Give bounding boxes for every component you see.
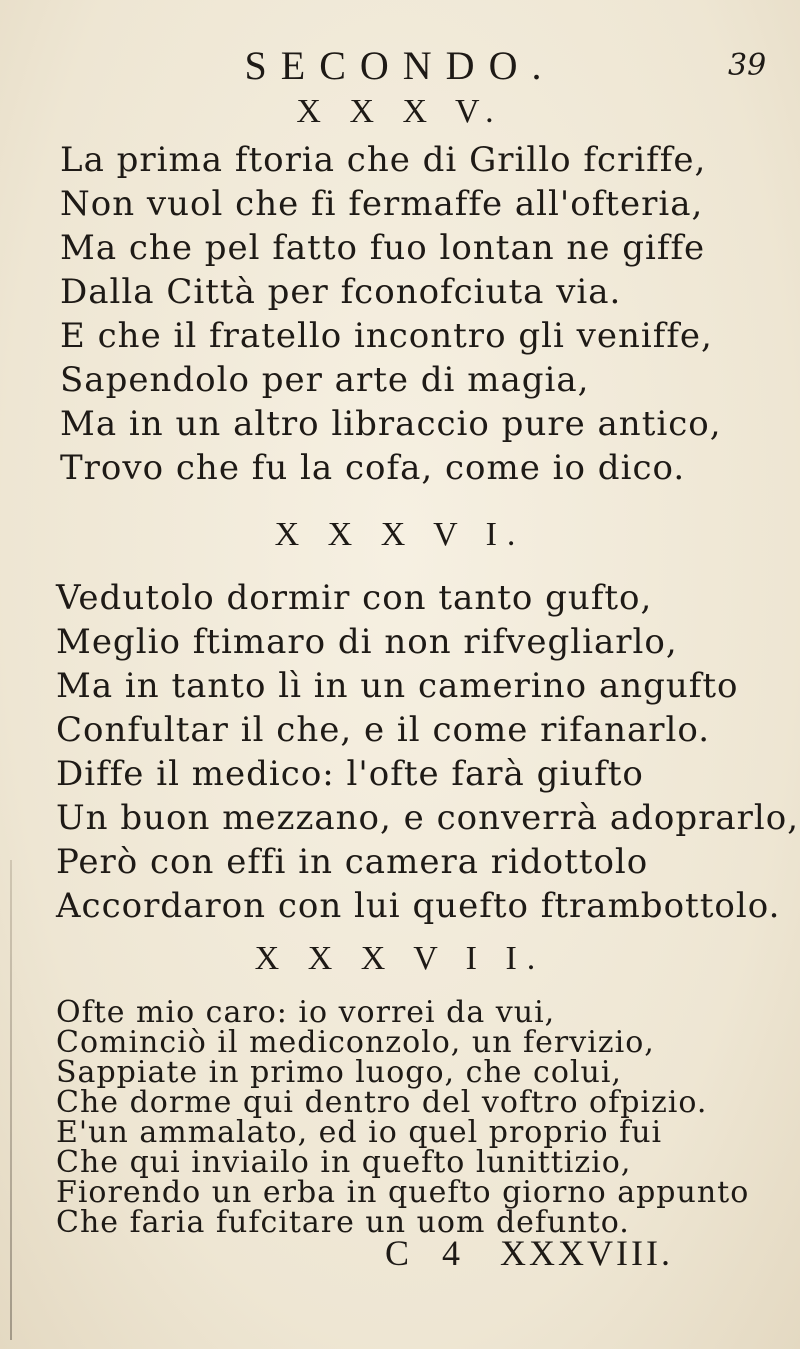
signature-mark: C 4 bbox=[385, 1233, 473, 1273]
verse-line: La prima ftoria che di Grillo fcriffe, bbox=[60, 140, 707, 180]
verse-line: Un buon mezzano, e converrà adoprarlo, bbox=[56, 798, 800, 838]
verse-line: Confultar il che, e il come rifanarlo. bbox=[56, 710, 711, 750]
folio-number: 39 bbox=[728, 48, 767, 83]
verse-line: E'un ammalato, ed io quel proprio fui bbox=[56, 1115, 663, 1150]
page-footer bbox=[0, 1232, 800, 1276]
verse-line: Cominciò il mediconzolo, un fervizio, bbox=[56, 1025, 655, 1060]
verse-line: E che il fratello incontro gli veniffe, bbox=[60, 316, 713, 356]
verse-line: Ma in un altro libraccio pure antico, bbox=[60, 404, 722, 444]
running-head: SECONDO. bbox=[244, 43, 556, 88]
verse-line: Fiorendo un erba in quefto giorno appunto bbox=[56, 1175, 750, 1210]
stanza-number: X X X V. bbox=[296, 93, 504, 130]
verse-line: Ma che pel fatto fuo lontan ne giffe bbox=[60, 228, 706, 268]
verse-line: Che faria fufcitare un uom defunto. bbox=[56, 1205, 630, 1240]
verse-line: Sapendolo per arte di magia, bbox=[60, 360, 590, 400]
catchword: XXXVIII. bbox=[500, 1233, 673, 1273]
verse-line: Vedutolo dormir con tanto gufto, bbox=[56, 578, 653, 618]
stanza-number: X X X V I. bbox=[274, 516, 526, 553]
verse-line: Meglio ftimaro di non rifvegliarlo, bbox=[56, 622, 678, 662]
verse-line: Dalla Città per fconofciuta via. bbox=[60, 272, 622, 312]
verse-line: Sappiate in primo luogo, che colui, bbox=[56, 1055, 622, 1090]
verse-line: Trovo che fu la cofa, come io dico. bbox=[60, 448, 686, 488]
verse-line: Che dorme qui dentro del voftro ofpizio. bbox=[56, 1085, 708, 1120]
verse-line: Che qui inviailo in quefto lunittizio, bbox=[56, 1145, 632, 1180]
verse-line: Non vuol che fi fermaffe all'ofteria, bbox=[60, 184, 704, 224]
verse-line: Ma in tanto lì in un camerino angufto bbox=[56, 666, 739, 706]
verse-line: Ofte mio caro: io vorrei da vui, bbox=[56, 995, 556, 1030]
stanza-number: X X X V I I. bbox=[254, 940, 546, 977]
verse-line: Accordaron con lui quefto ftrambottolo. bbox=[56, 886, 781, 926]
verse-line: Però con effi in camera ridottolo bbox=[56, 842, 649, 882]
verse-line: Diffe il medico: l'ofte farà giufto bbox=[56, 754, 644, 794]
